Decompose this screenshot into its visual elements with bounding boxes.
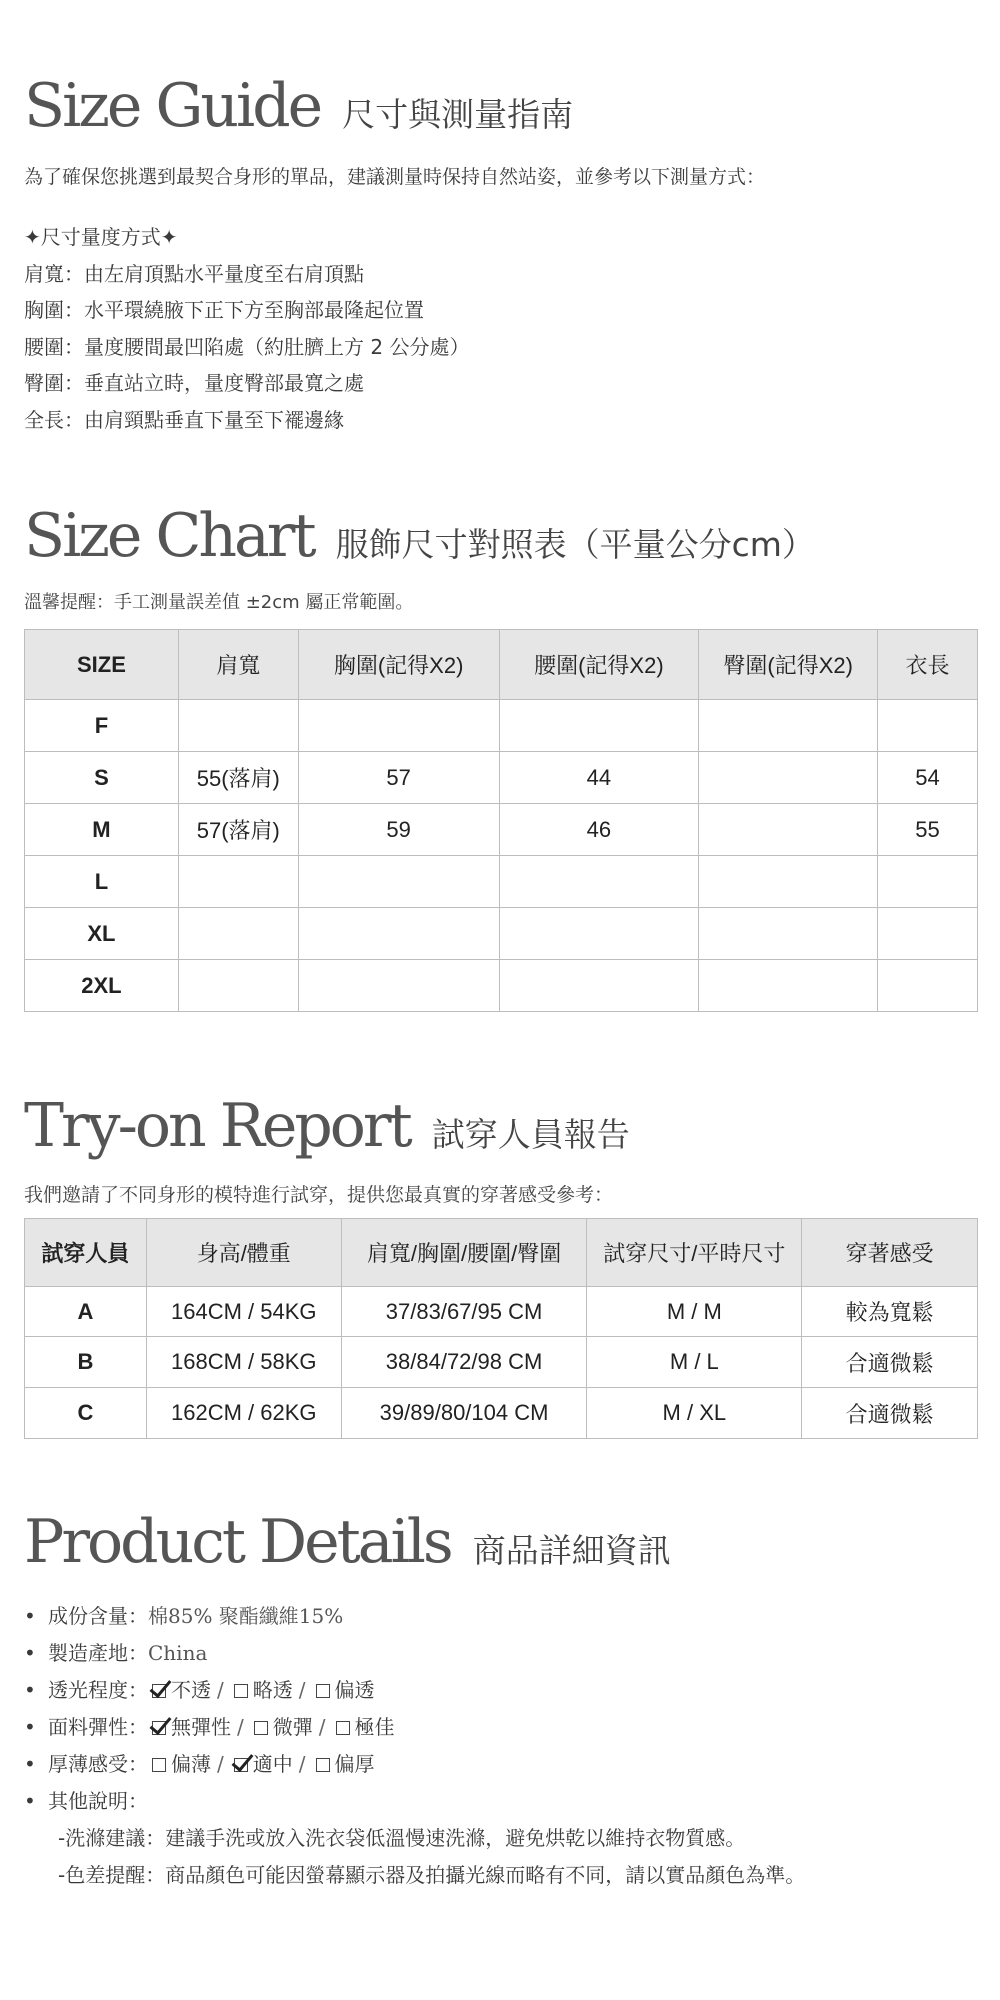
size-chart-header-cell: 腰圍(記得X2) bbox=[499, 630, 699, 700]
table-cell bbox=[499, 700, 699, 752]
size-guide-section bbox=[24, 71, 978, 438]
table-cell bbox=[499, 908, 699, 960]
product-details-subtitle: 商品詳細資訊 bbox=[472, 1531, 671, 1570]
table-cell bbox=[699, 804, 878, 856]
table-cell: M / L bbox=[587, 1337, 802, 1388]
option-separator: / bbox=[237, 1715, 244, 1739]
size-chart-header-row bbox=[25, 630, 978, 700]
table-cell: 46 bbox=[499, 804, 699, 856]
option-label: 無彈性 bbox=[171, 1715, 231, 1739]
bullet: • bbox=[24, 1715, 36, 1739]
table-cell bbox=[878, 856, 978, 908]
try-on-subtitle: 試穿人員報告 bbox=[431, 1115, 630, 1154]
list-item bbox=[24, 1635, 978, 1672]
table-cell bbox=[878, 960, 978, 1012]
option-label: 偏透 bbox=[334, 1678, 375, 1702]
checkbox-icon bbox=[316, 1684, 330, 1698]
material-label: 成份含量： bbox=[48, 1604, 148, 1628]
table-cell: 37/83/67/95 CM bbox=[341, 1287, 587, 1337]
table-cell bbox=[699, 752, 878, 804]
size-label-cell: 2XL bbox=[25, 960, 179, 1012]
model-label-cell: A bbox=[25, 1287, 147, 1337]
bullet: • bbox=[24, 1752, 36, 1776]
checkbox-icon bbox=[316, 1758, 330, 1772]
color-note: -色差提醒：商品顏色可能因螢幕顯示器及拍攝光線而略有不同，請以實品顏色為準。 bbox=[58, 1863, 806, 1887]
list-item bbox=[24, 1709, 978, 1746]
table-cell bbox=[878, 908, 978, 960]
checked-box-icon bbox=[152, 1684, 166, 1698]
table-cell: 59 bbox=[298, 804, 499, 856]
size-chart-subtitle: 服飾尺寸對照表（平量公分cm） bbox=[335, 525, 815, 564]
bullet: • bbox=[24, 1678, 36, 1702]
size-label-cell: L bbox=[25, 856, 179, 908]
size-chart-heading bbox=[24, 501, 978, 571]
size-chart-header-cell: SIZE bbox=[25, 630, 179, 700]
table-cell: 57(落肩) bbox=[178, 804, 298, 856]
bullet: • bbox=[24, 1604, 36, 1628]
measurement-method-title: ✦尺寸量度方式✦ bbox=[24, 225, 178, 249]
table-cell bbox=[878, 700, 978, 752]
size-label-cell: XL bbox=[25, 908, 179, 960]
measurement-method-list bbox=[24, 219, 978, 438]
thickness-options bbox=[148, 1746, 375, 1783]
try-on-heading bbox=[24, 1091, 978, 1161]
try-on-header-cell: 穿著感受 bbox=[802, 1219, 978, 1287]
try-on-header-cell: 肩寬/胸圍/腰圍/臀圍 bbox=[341, 1219, 587, 1287]
table-cell bbox=[298, 700, 499, 752]
table-cell bbox=[499, 856, 699, 908]
try-on-header-row bbox=[25, 1219, 978, 1287]
table-cell bbox=[178, 856, 298, 908]
size-chart-section bbox=[24, 501, 978, 614]
try-on-title: Try-on Report bbox=[24, 1091, 410, 1161]
size-chart-header-cell: 衣長 bbox=[878, 630, 978, 700]
measurement-method-item: 腰圍：量度腰間最凹陷處（約肚臍上方 2 公分處） bbox=[24, 334, 470, 359]
size-chart-table-wrap bbox=[24, 629, 978, 1012]
table-cell bbox=[699, 908, 878, 960]
checked-box-icon bbox=[234, 1758, 248, 1772]
table-cell bbox=[298, 908, 499, 960]
table-cell: 39/89/80/104 CM bbox=[341, 1388, 587, 1439]
table-row bbox=[25, 700, 978, 752]
bullet: • bbox=[24, 1641, 36, 1665]
material-value: 棉85% 聚酯纖維15% bbox=[148, 1604, 344, 1628]
table-cell bbox=[699, 856, 878, 908]
table-cell: M / M bbox=[587, 1287, 802, 1337]
elasticity-label: 面料彈性： bbox=[48, 1715, 148, 1739]
table-cell bbox=[178, 908, 298, 960]
table-cell: 55 bbox=[878, 804, 978, 856]
table-row bbox=[25, 1337, 978, 1388]
table-cell: 168CM / 58KG bbox=[146, 1337, 341, 1388]
size-guide-title: Size Guide bbox=[24, 71, 321, 141]
measurement-method-item: 胸圍：水平環繞腋下正下方至胸部最隆起位置 bbox=[24, 298, 424, 322]
option-separator: / bbox=[217, 1678, 224, 1702]
measurement-method-item: 臀圍：垂直站立時，量度臀部最寬之處 bbox=[24, 371, 364, 395]
table-cell bbox=[699, 700, 878, 752]
table-row bbox=[25, 908, 978, 960]
product-details-list bbox=[24, 1598, 978, 1894]
option-label: 極佳 bbox=[354, 1715, 395, 1739]
table-cell: 合適微鬆 bbox=[802, 1337, 978, 1388]
try-on-table-wrap bbox=[24, 1218, 978, 1439]
option-separator: / bbox=[318, 1715, 326, 1739]
table-cell: 44 bbox=[499, 752, 699, 804]
other-label: 其他說明： bbox=[48, 1789, 148, 1813]
option-separator: / bbox=[298, 1678, 306, 1702]
size-chart-table bbox=[24, 629, 978, 1012]
size-label-cell: S bbox=[25, 752, 179, 804]
try-on-header-cell: 身高/體重 bbox=[146, 1219, 341, 1287]
product-details-title: Product Details bbox=[24, 1507, 451, 1577]
table-cell: 55(落肩) bbox=[178, 752, 298, 804]
table-row bbox=[25, 804, 978, 856]
size-chart-header-cell: 肩寬 bbox=[178, 630, 298, 700]
size-guide-heading bbox=[24, 71, 978, 141]
size-guide-subtitle: 尺寸與測量指南 bbox=[342, 95, 574, 134]
table-cell bbox=[178, 960, 298, 1012]
transparency-options bbox=[148, 1672, 375, 1709]
transparency-label: 透光程度： bbox=[48, 1678, 148, 1702]
list-item bbox=[24, 1598, 978, 1635]
table-cell: 57 bbox=[298, 752, 499, 804]
try-on-header-cell: 試穿尺寸/平時尺寸 bbox=[587, 1219, 802, 1287]
size-chart-header-cell: 臀圍(記得X2) bbox=[699, 630, 878, 700]
option-label: 偏薄 bbox=[171, 1752, 211, 1776]
product-details-section bbox=[24, 1507, 978, 1894]
size-label-cell: F bbox=[25, 700, 179, 752]
size-chart-note: 溫馨提醒：手工測量誤差值 ±2cm 屬正常範圍。 bbox=[24, 592, 414, 613]
try-on-intro: 我們邀請了不同身形的模特進行試穿，提供您最真實的穿著感受參考： bbox=[24, 1184, 614, 1206]
table-row bbox=[25, 960, 978, 1012]
table-cell: 較為寬鬆 bbox=[802, 1287, 978, 1337]
option-label: 略透 bbox=[252, 1678, 293, 1702]
table-cell: 38/84/72/98 CM bbox=[341, 1337, 587, 1388]
table-cell bbox=[298, 960, 499, 1012]
bullet: • bbox=[24, 1789, 36, 1813]
model-label-cell: B bbox=[25, 1337, 147, 1388]
option-label: 偏厚 bbox=[334, 1752, 375, 1776]
checked-box-icon bbox=[152, 1721, 166, 1735]
checkbox-icon bbox=[336, 1721, 350, 1735]
size-label-cell: M bbox=[25, 804, 179, 856]
try-on-header-cell: 試穿人員 bbox=[25, 1219, 147, 1287]
measurement-method-item: 肩寬：由左肩頂點水平量度至右肩頂點 bbox=[24, 261, 364, 286]
list-item bbox=[24, 1783, 978, 1820]
option-label: 微彈 bbox=[272, 1715, 313, 1739]
table-cell: 54 bbox=[878, 752, 978, 804]
product-details-heading bbox=[24, 1507, 978, 1577]
option-separator: / bbox=[217, 1752, 224, 1776]
model-label-cell: C bbox=[25, 1388, 147, 1439]
table-cell bbox=[298, 856, 499, 908]
table-cell: 162CM / 62KG bbox=[146, 1388, 341, 1439]
list-item bbox=[24, 1746, 978, 1783]
table-cell: 164CM / 54KG bbox=[146, 1287, 341, 1337]
size-guide-intro: 為了確保您挑選到最契合身形的單品，建議測量時保持自然站姿，並參考以下測量方式： bbox=[24, 166, 766, 188]
size-chart-header-cell: 胸圍(記得X2) bbox=[298, 630, 499, 700]
size-chart-title: Size Chart bbox=[24, 501, 314, 571]
try-on-section bbox=[24, 1091, 978, 1207]
table-row bbox=[25, 856, 978, 908]
table-cell: M / XL bbox=[587, 1388, 802, 1439]
table-row bbox=[25, 1388, 978, 1439]
measurement-method-item: 全長：由肩頸點垂直下量至下襬邊緣 bbox=[24, 407, 344, 432]
washing-note: -洗滌建議：建議手洗或放入洗衣袋低溫慢速洗滌，避免烘乾以維持衣物質感。 bbox=[58, 1826, 746, 1850]
checkbox-icon bbox=[152, 1758, 166, 1772]
option-separator: / bbox=[298, 1752, 306, 1776]
option-label: 適中 bbox=[252, 1752, 293, 1776]
table-cell: 合適微鬆 bbox=[802, 1388, 978, 1439]
checkbox-icon bbox=[234, 1684, 248, 1698]
elasticity-options bbox=[148, 1709, 395, 1746]
thickness-label: 厚薄感受： bbox=[48, 1752, 148, 1776]
origin-value: China bbox=[148, 1641, 208, 1665]
table-cell bbox=[499, 960, 699, 1012]
checkbox-icon bbox=[254, 1721, 268, 1735]
table-cell bbox=[699, 960, 878, 1012]
option-label: 不透 bbox=[171, 1678, 211, 1702]
table-row bbox=[25, 752, 978, 804]
try-on-table bbox=[24, 1218, 978, 1439]
list-item bbox=[24, 1672, 978, 1709]
table-cell bbox=[178, 700, 298, 752]
origin-label: 製造產地： bbox=[48, 1641, 148, 1665]
table-row bbox=[25, 1287, 978, 1337]
